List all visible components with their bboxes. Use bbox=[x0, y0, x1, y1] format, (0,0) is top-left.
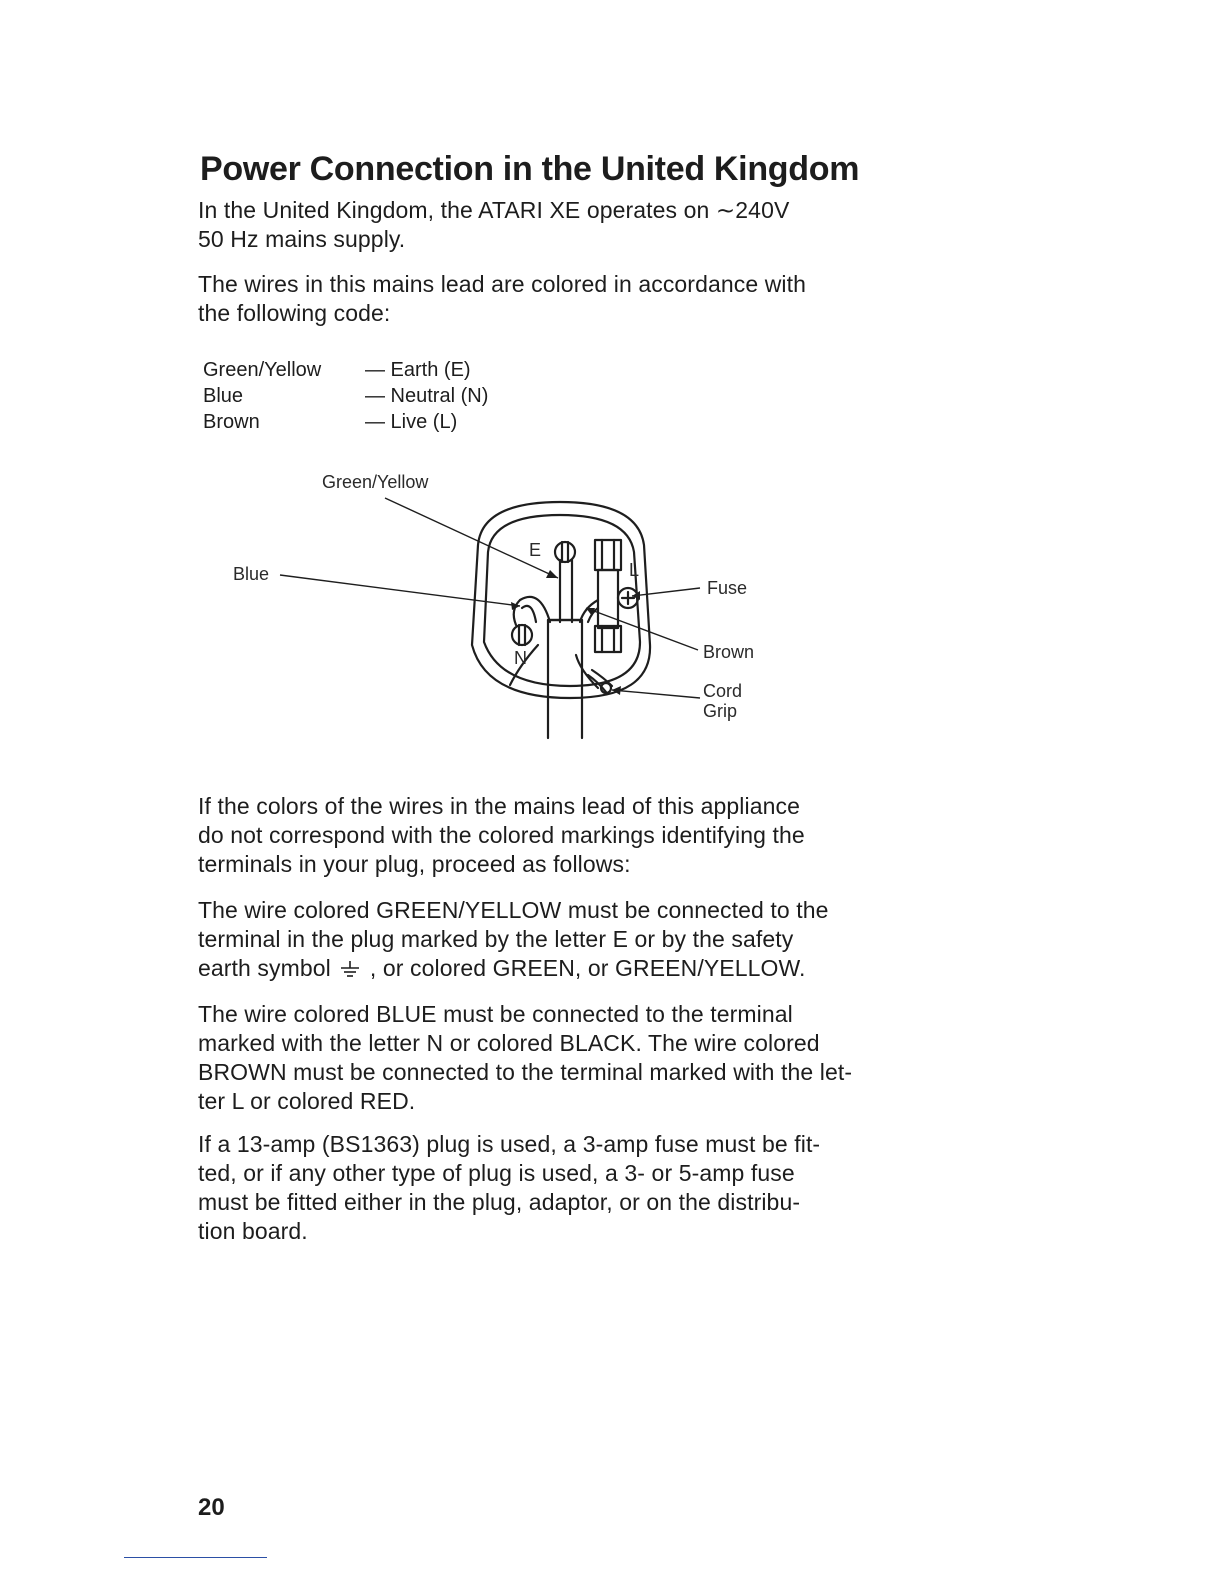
wire-code-row-earth bbox=[203, 357, 488, 383]
colors-line: If the colors of the wires in the mains lead of this appliance bbox=[198, 793, 800, 819]
green-line: terminal in the plug marked by the letter E or by the safety bbox=[198, 926, 794, 952]
label-terminal-l: L bbox=[629, 560, 640, 580]
intro-line: In the United Kingdom, the ATARI XE operates on ∼240V bbox=[198, 197, 790, 223]
label-terminal-n: N bbox=[514, 648, 527, 668]
colors-line: terminals in your plug, proceed as follows: bbox=[198, 851, 631, 877]
label-grip: Grip bbox=[703, 701, 738, 721]
plug-diagram-svg bbox=[220, 460, 800, 750]
leader-cord-grip bbox=[612, 690, 700, 698]
wire-color: Brown bbox=[203, 411, 260, 433]
label-fuse: Fuse bbox=[707, 578, 748, 598]
live-terminal-block bbox=[595, 540, 621, 570]
fuse-line: must be fitted either in the plug, adaptor, or on the distribu- bbox=[198, 1189, 801, 1215]
wire-color-code-table bbox=[203, 357, 488, 435]
label-green-yellow: Green/Yellow bbox=[322, 472, 429, 492]
green-line bbox=[198, 954, 928, 983]
wire-meaning: — Neutral (N) bbox=[365, 385, 489, 407]
page-number: 20 bbox=[198, 1494, 225, 1521]
fuse-paragraph bbox=[198, 1130, 928, 1246]
lower-terminal-block bbox=[595, 626, 621, 652]
uk-plug-wiring-diagram bbox=[220, 460, 800, 750]
code-intro-paragraph bbox=[198, 270, 928, 328]
earth-wire bbox=[560, 560, 572, 622]
label-terminal-e: E bbox=[529, 540, 542, 560]
neutral-terminal bbox=[512, 625, 532, 645]
colors-line: do not correspond with the colored markings identifying the bbox=[198, 822, 805, 848]
blue-line: BROWN must be connected to the terminal marked with the let- bbox=[198, 1059, 853, 1085]
wire-color: Green/Yellow bbox=[203, 359, 322, 381]
leader-blue bbox=[280, 575, 520, 606]
label-brown: Brown bbox=[703, 642, 755, 662]
leader-fuse bbox=[632, 588, 700, 596]
green-yellow-paragraph bbox=[198, 896, 928, 983]
blue-line: marked with the letter N or colored BLACK. The wire colored bbox=[198, 1030, 820, 1056]
wire-code-row-live bbox=[203, 409, 488, 435]
green-line: The wire colored GREEN/YELLOW must be connected to the bbox=[198, 897, 829, 923]
wire-meaning: — Live (L) bbox=[365, 411, 458, 433]
intro-paragraph bbox=[198, 196, 928, 254]
blue-brown-paragraph bbox=[198, 1000, 928, 1116]
fuse-line: ted, or if any other type of plug is used, a 3- or 5-amp fuse bbox=[198, 1160, 795, 1186]
label-cord: Cord bbox=[703, 681, 743, 701]
wire-color: Blue bbox=[203, 385, 244, 407]
page-title: Power Connection in the United Kingdom bbox=[200, 150, 860, 188]
intro-line: 50 Hz mains supply. bbox=[198, 226, 406, 252]
blue-line: ter L or colored RED. bbox=[198, 1088, 416, 1114]
neutral-wire bbox=[514, 597, 550, 625]
cable-sheath bbox=[548, 620, 582, 738]
footer-rule bbox=[124, 1557, 267, 1558]
label-blue: Blue bbox=[233, 564, 270, 584]
code-intro-line: the following code: bbox=[198, 300, 391, 326]
blue-line: The wire colored BLUE must be connected to the terminal bbox=[198, 1001, 793, 1027]
wire-code-row-neutral bbox=[203, 383, 488, 409]
colors-paragraph bbox=[198, 792, 928, 879]
fuse-line: tion board. bbox=[198, 1218, 308, 1244]
code-intro-line: The wires in this mains lead are colored in accordance with bbox=[198, 271, 807, 297]
green-line-part: earth symbol bbox=[198, 955, 331, 981]
fuse-line: If a 13-amp (BS1363) plug is used, a 3-amp fuse must be fit- bbox=[198, 1131, 821, 1157]
earth-ground-icon bbox=[339, 960, 361, 978]
green-line-part: , or colored GREEN, or GREEN/YELLOW. bbox=[369, 955, 806, 981]
leader-green-yellow bbox=[385, 498, 558, 578]
wire-meaning: — Earth (E) bbox=[365, 359, 471, 381]
